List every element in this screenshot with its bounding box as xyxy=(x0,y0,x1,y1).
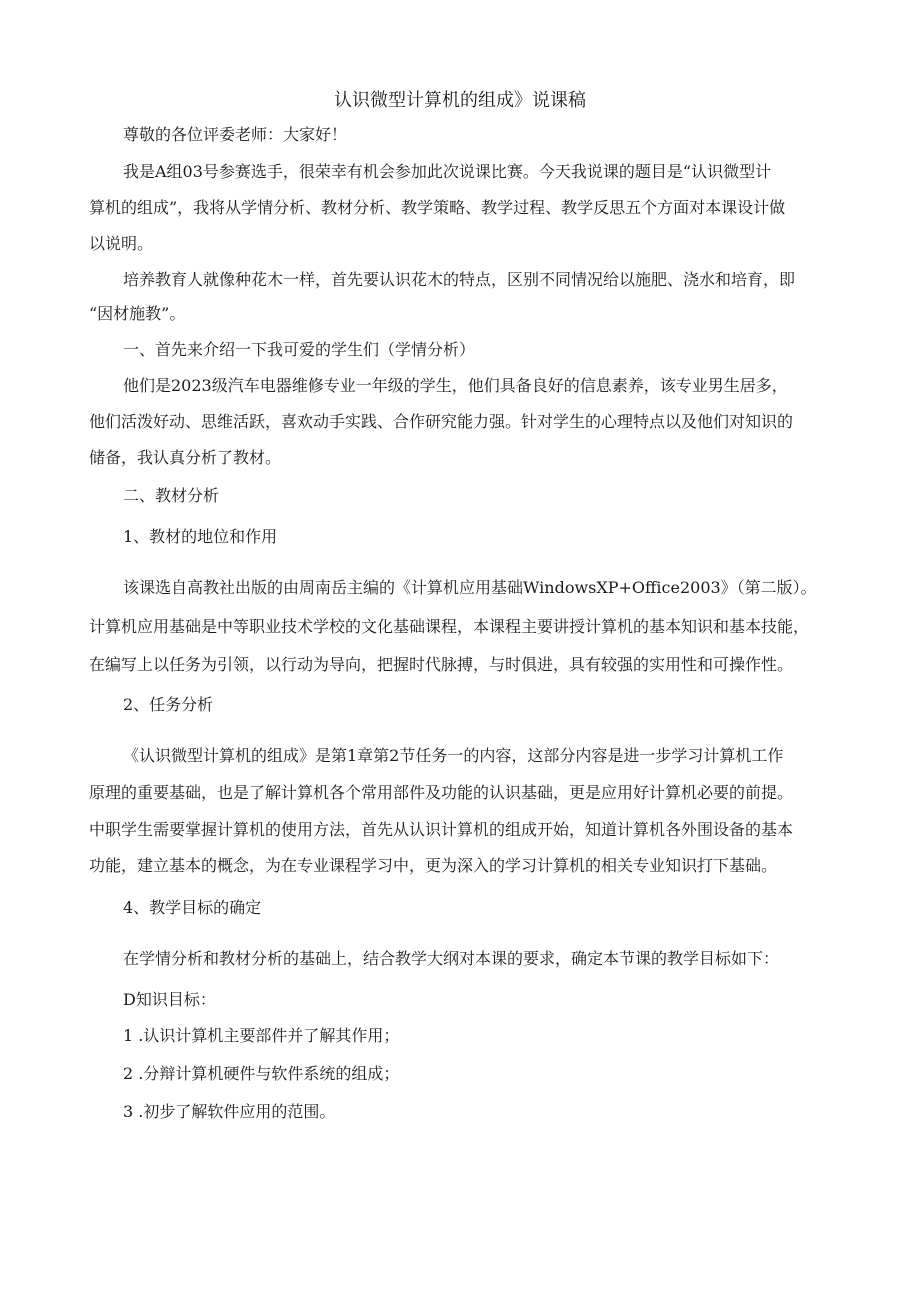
objective-item-3: 3 .初步了解软件应用的范围。 xyxy=(123,1102,336,1121)
section1-line-2: 他们活泼好动、思维活跃，喜欢动手实践、合作研究能力强。针对学生的心理特点以及他们对知识的 xyxy=(89,412,794,431)
sub2-line-3: 中职学生需要掌握计算机的使用方法，首先从认识计算机的组成开始，知道计算机各外围设备的基本 xyxy=(89,820,794,839)
metaphor-line-2: “因材施教”。 xyxy=(89,304,186,323)
intro-line-2: 算机的组成”，我将从学情分析、教材分析、教学策略、教学过程、教学反思五个方面对本课设计做 xyxy=(89,198,786,217)
knowledge-objectives-heading: D知识目标： xyxy=(123,990,216,1009)
sub1-line-2: 计算机应用基础是中等职业技术学校的文化基础课程，本课程主要讲授计算机的基本知识和基本技能， xyxy=(89,617,810,636)
section1-line-1: 他们是2023级汽车电器维修专业一年级的学生，他们具备良好的信息素养，该专业男生居多， xyxy=(123,376,788,395)
section1-line-3: 储备，我认真分析了教材。 xyxy=(89,448,282,467)
intro-line-3: 以说明。 xyxy=(89,234,154,253)
metaphor-line-1: 培养教育人就像种花木一样，首先要认识花木的特点，区别不同情况给以施肥、浇水和培育，即 xyxy=(123,270,796,289)
sub1-line-1: 该课选自高教社出版的由周南岳主编的《计算机应用基础WindowsXP+Office2003》（第二版）。 xyxy=(123,578,817,597)
sub2-line-2: 原理的重要基础，也是了解计算机各个常用部件及功能的认识基础，更是应用好计算机必要的前提。 xyxy=(89,783,794,802)
greeting: 尊敬的各位评委老师：大家好！ xyxy=(123,125,348,144)
sub2-line-4: 功能，建立基本的概念，为在专业课程学习中，更为深入的学习计算机的相关专业知识打下基础。 xyxy=(89,856,778,875)
subsection-2-heading: 2、任务分析 xyxy=(123,695,214,714)
objectives-intro: 在学情分析和教材分析的基础上，结合教学大纲对本课的要求，确定本节课的教学目标如下： xyxy=(123,949,780,968)
sub2-line-1: 《认识微型计算机的组成》是第1章第2节任务一的内容，这部分内容是进一步学习计算机工作 xyxy=(123,746,784,765)
objective-item-1: 1 .认识计算机主要部件并了解其作用； xyxy=(123,1026,400,1045)
subsection-1-heading: 1、教材的地位和作用 xyxy=(123,527,278,546)
intro-line-1: 我是A组03号参赛选手，很荣幸有机会参加此次说课比赛。今天我说课的题目是“认识微型计 xyxy=(123,162,772,181)
section2-heading: 二、教材分析 xyxy=(123,486,220,505)
subsection-4-heading: 4、教学目标的确定 xyxy=(123,898,262,917)
sub1-line-3: 在编写上以任务为引领，以行动为导向，把握时代脉搏，与时俱进，具有较强的实用性和可操作性。 xyxy=(89,655,794,674)
section1-heading: 一、首先来介绍一下我可爱的学生们（学情分析） xyxy=(123,340,476,359)
objective-item-2: 2 .分辩计算机硬件与软件系统的组成； xyxy=(123,1064,400,1083)
document-title: 认识微型计算机的组成》说课稿 xyxy=(334,90,586,111)
